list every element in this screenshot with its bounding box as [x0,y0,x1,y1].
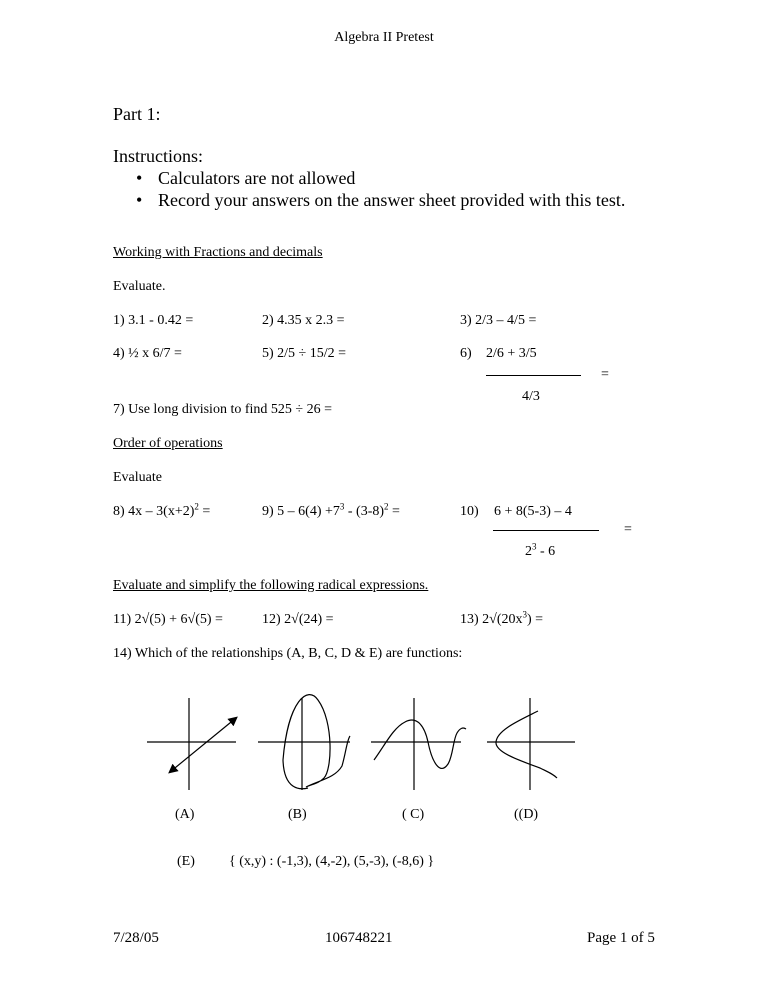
question-5: 5) 2/5 ÷ 15/2 = [262,346,347,361]
footer-page-number: Page 1 of 5 [587,930,655,946]
question-13: 13) $2√(20x^3)$ = [460,609,544,627]
instruction-item: Record your answers on the answer sheet provided with this test. [158,190,626,210]
section-heading-radicals: Evaluate and simplify the following radical expressions. [113,578,429,593]
question-6-label: 6) [460,346,472,361]
graph-a [147,698,236,790]
question-3: 3) 2/3 – 4/5 = [460,313,537,328]
question-6-denominator: 4/3 [522,389,540,404]
graph-d-label: ((D) [514,807,539,822]
section-heading-order-of-operations: Order of operations [113,436,223,451]
graph-d [487,698,575,790]
graph-c-label: ( C) [402,807,425,822]
graph-c [371,698,466,790]
section-prompt: Evaluate. [113,279,166,294]
question-10-equals: = [624,522,632,537]
question-11: 11) 2√(5) + 6√(5) = [113,612,223,627]
section-heading-fractions: Working with Fractions and decimals [113,245,323,260]
relation-e-label: (E) [177,854,195,869]
question-8: 8) $4x - 3(x+2)^2$ = [113,501,211,519]
instructions-heading: Instructions: [113,146,203,166]
question-10-numerator: 6 + 8(5-3) – 4 [494,504,572,519]
question-7: 7) Use long division to find 525 ÷ 26 = [113,402,332,417]
graph-a-label: (A) [175,807,195,822]
footer-date: 7/28/05 [113,930,159,946]
relation-e-set: { (x,y) : (-1,3), (4,-2), (5,-3), (-8,6) } [229,854,435,869]
section-prompt: Evaluate [113,470,162,485]
part-title: Part 1: [113,104,161,124]
bullet-icon: • [136,168,143,188]
question-9: 9) $5 - 6(4) +7^3 - (3-8)^2$ = [262,501,400,519]
question-4: 4) ½ x 6/7 = [113,346,182,361]
question-10-denominator: $2^3 - 6$ [525,541,556,559]
bullet-icon: • [136,190,143,210]
question-10-label: 10) [460,504,479,519]
question-1: 1) 3.1 - 0.42 = [113,313,194,328]
page-header-title: Algebra II Pretest [334,30,434,45]
question-2: 2) 4.35 x 2.3 = [262,313,345,328]
question-12: 12) 2√(24) = [262,612,334,627]
question-6-numerator: 2/6 + 3/5 [486,346,537,361]
footer-doc-id: 106748221 [325,930,393,946]
instruction-item: Calculators are not allowed [158,168,356,188]
graph-b-label: (B) [288,807,307,822]
question-6-equals: = [601,367,609,382]
question-14: 14) Which of the relationships (A, B, C, D & E) are functions: [113,646,463,661]
graph-b [258,695,350,790]
